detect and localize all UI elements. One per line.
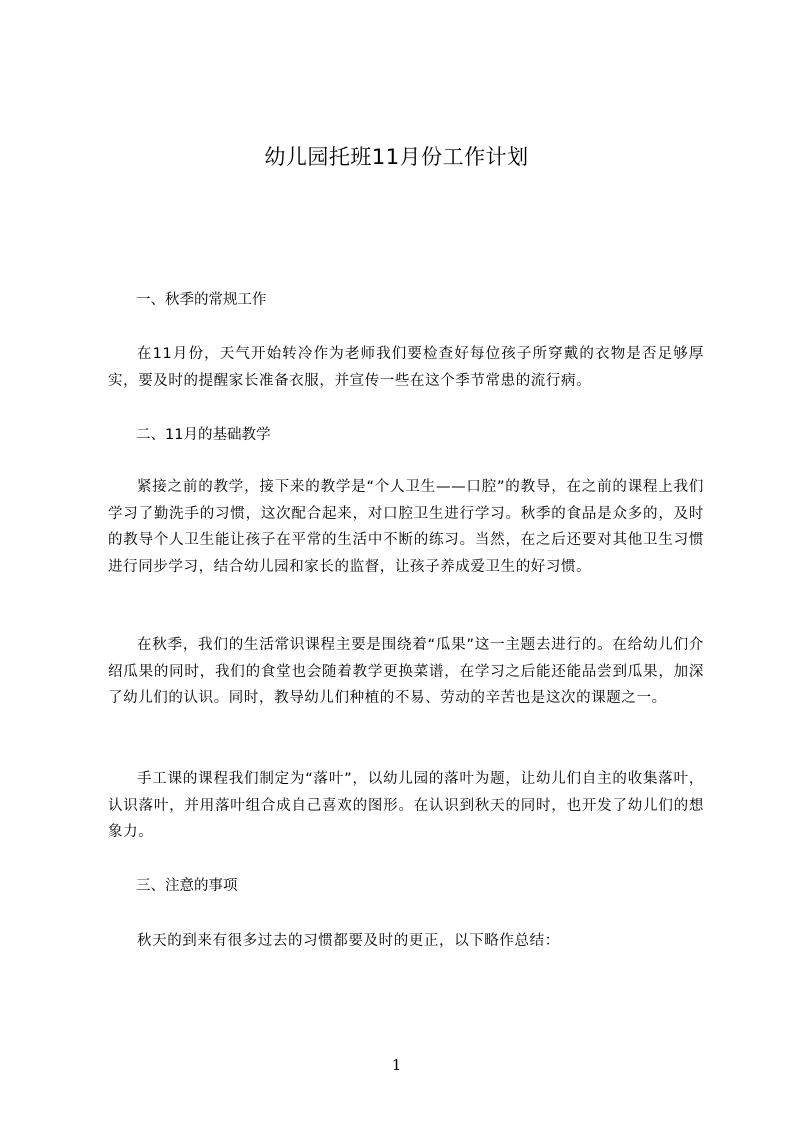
section-heading-2: 二、11月的基础教学 (136, 427, 271, 443)
section-heading-3: 三、注意的事项 (136, 878, 238, 894)
section-heading-1: 一、秋季的常规工作 (136, 292, 267, 308)
section-2-paragraph-1: 紧接之前的教学，接下来的教学是“个人卫生——口腔”的教导，在之前的课程上我们学习了勤洗手的习惯，这次配合起来，对口腔卫生进行学习。秋季的食品是众多的，及时的教导个人卫生能让孩子在平常的生活中不断的练习。当然，在之后还要对其他卫生习惯进行同步学习，结合幼儿园和家长的监督，让孩子养成爱卫生的好习惯。 (108, 479, 704, 575)
document-title: 幼儿园托班11月份工作计划 (264, 145, 529, 169)
section-1-paragraph-1: 在11月份，天气开始转冷作为老师我们要检查好每位孩子所穿戴的衣物是否足够厚实，要及时的提醒家长准备衣服，并宣传一些在这个季节常患的流行病。 (108, 346, 704, 389)
page-number: 1 (391, 1056, 402, 1074)
section-2-paragraph-2: 在秋季，我们的生活常识课程主要是围绕着“瓜果”这一主题去进行的。在给幼儿们介绍瓜果的同时，我们的食堂也会随着教学更换菜谱，在学习之后能还能品尝到瓜果，加深了幼儿们的认识。同时，教导幼儿们种植的不易、劳动的辛苦也是这次的课题之一。 (108, 637, 704, 706)
section-2-paragraph-3: 手工课的课程我们制定为“落叶”，以幼儿园的落叶为题，让幼儿们自主的收集落叶，认识落叶，并用落叶组合成自己喜欢的图形。在认识到秋天的同时，也开发了幼儿们的想象力。 (108, 771, 704, 840)
section-3-paragraph-1: 秋天的到来有很多过去的习惯都要及时的更正，以下略作总结： (137, 933, 560, 949)
